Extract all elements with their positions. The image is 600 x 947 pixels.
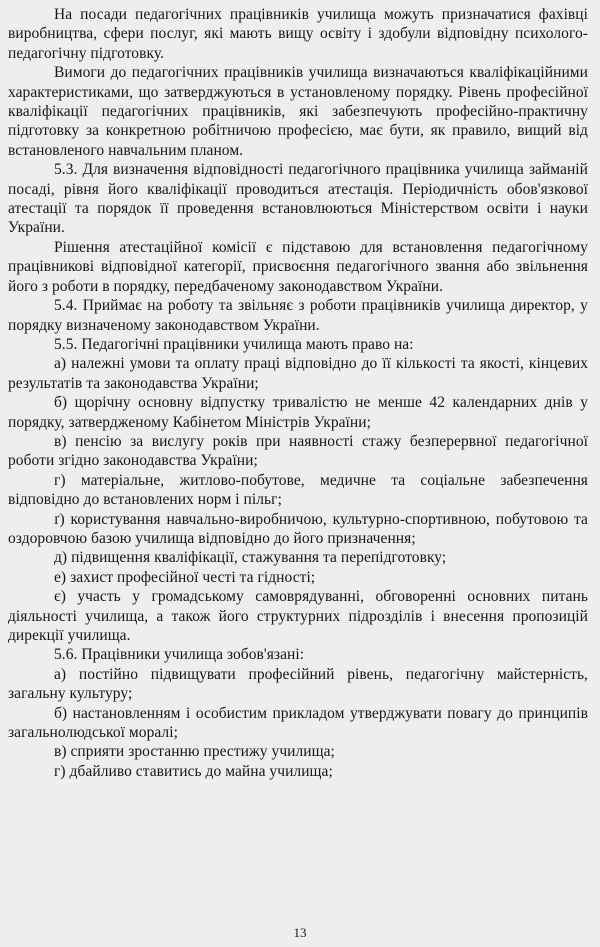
paragraph-appointment: На посади педагогічних працівників училища можуть призначатися фахівці виробництва, сфери послуг, які мають вищу освіту і здобули відповідну психолого-педагогічну підготовку. (8, 6, 588, 62)
rights-item-a: а) належні умови та оплату праці відповідно до її кількості та якості, кінцевих результатів та законодавства України; (8, 355, 588, 392)
rights-item-ge: ґ) користування навчально-виробничою, культурно-спортивною, побутовою та оздоровчою базою училища відповідно до його призначення; (8, 510, 588, 547)
paragraph-5-4-hiring: 5.4. Приймає на роботу та звільняє з роботи працівників училища директор, у порядку визначеному законодавством України. (8, 297, 588, 334)
paragraph-requirements: Вимоги до педагогічних працівників училища визначаються кваліфікаційними характеристиками, що затверджуються в установленому порядку. Рівень професійної кваліфікації педагогічних працівників, які забезпечують професійно-практичну підготовку за конкретною робітничою професією, має бути, як правило, вищий від встановленого навчальним планом. (8, 64, 588, 159)
rights-item-g: г) матеріальне, житлово-побутове, медичне та соціальне забезпечення відповідно до встановлених норм і пільг; (8, 471, 588, 509)
rights-item-v: в) пенсію за вислугу років при наявності стажу безперервної педагогічної роботи згідно законодавства України; (8, 432, 588, 470)
rights-item-e: е) захист професійної честі та гідності; (54, 568, 316, 586)
paragraph-5-6-duties: 5.6. Працівники училища зобов'язані: (54, 646, 305, 664)
duties-item-b: б) настановленням і особистим прикладом утверджувати повагу до принципів загальнолюдської моралі; (8, 704, 588, 742)
duties-item-a: а) постійно підвищувати професійний рівень, педагогічну майстерність, загальну культуру; (8, 665, 588, 703)
rights-item-ye: є) участь у громадському самоврядуванні, обговоренні основних питань діяльності училища, а також його структурних підрозділів і внесення пропозицій дирекції училища. (8, 588, 588, 644)
paragraph-commission-decision: Рішення атестаційної комісії є підставою для встановлення педагогічному працівникові відповідної категорії, присвоєння педагогічного звання або звільнення його з роботи в порядку, передбаченому законодавством України. (8, 238, 588, 295)
rights-item-b: б) щорічну основну відпустку тривалістю не менше 42 календарних днів у порядку, затвердженому Кабінетом Міністрів України; (8, 394, 588, 431)
paragraph-5-5-rights: 5.5. Педагогічні працівники училища мають право на: (54, 335, 414, 353)
rights-item-d: д) підвищення кваліфікації, стажування та перепідготовку; (54, 549, 447, 567)
paragraph-5-3-attestation: 5.3. Для визначення відповідності педагогічного працівника училища займаній посаді, рівня його кваліфікації проводиться атестація. Періодичність обов'язкової атестації та порядок її проведення встановлюються Міністерством освіти і науки України. (8, 161, 588, 237)
page-number: 13 (293, 925, 307, 940)
duties-item-v: в) сприяти зростанню престижу училища; (54, 743, 335, 761)
duties-item-g: г) дбайливо ставитись до майна училища; (54, 762, 333, 780)
